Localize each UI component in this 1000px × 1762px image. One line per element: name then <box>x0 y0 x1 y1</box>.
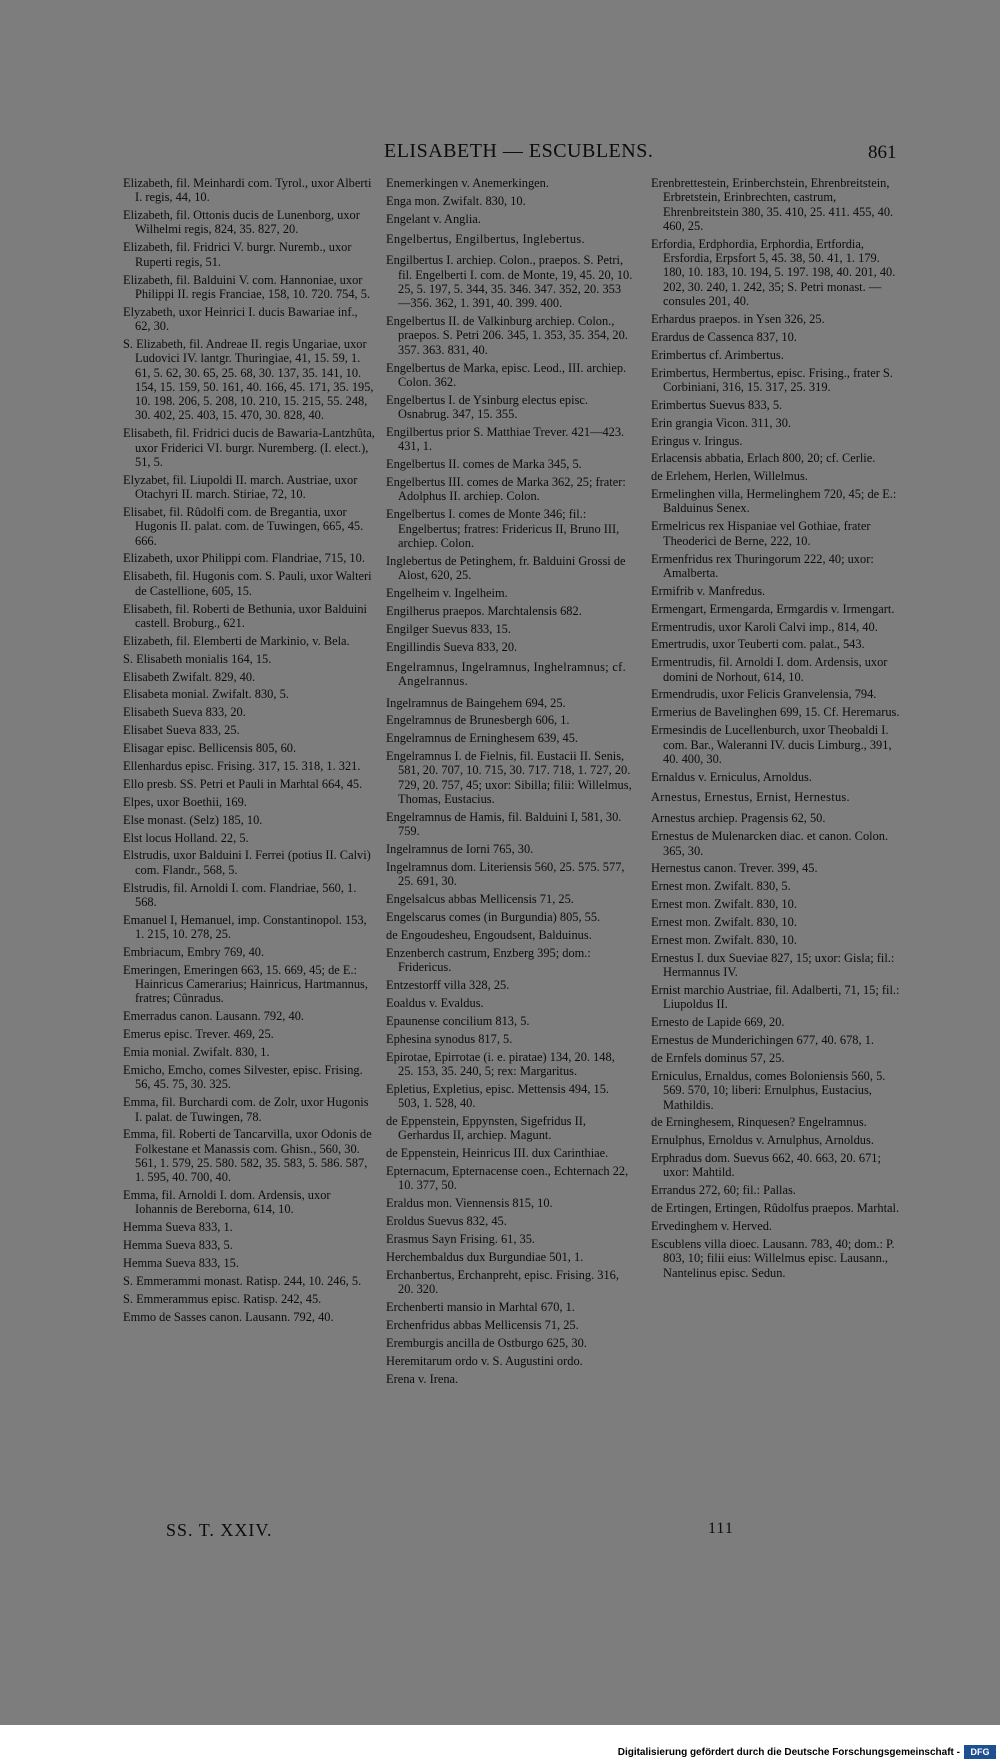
index-entry: Ermentrudis, fil. Arnoldi I. dom. Ardensis, uxor domini de Norhout, 614, 10. <box>651 655 888 684</box>
index-entry: Elst locus Holland. 22, 5. <box>123 830 249 845</box>
index-entry: Eoaldus v. Evaldus. <box>386 995 484 1010</box>
index-entry: Engilbertus prior S. Matthiae Trever. 421—423. 431, 1. <box>386 425 625 454</box>
index-entry: Ernest mon. Zwifalt. 830, 5. <box>651 879 791 894</box>
index-entry: Engelscarus comes (in Burgundia) 805, 55. <box>386 910 601 925</box>
index-entry: Erchenfridus abbas Mellicensis 71, 25. <box>386 1317 579 1332</box>
index-entry: Elisabeth, fil. Roberti de Bethunia, uxor Balduini castell. Broburg., 621. <box>123 601 367 630</box>
index-entry: S. Elizabeth, fil. Andreae II. regis Ungariae, uxor Ludovici IV. lantgr. Thuringiae, 41, 15. 59, 1. 61, 5. 62, 30. 65, 25. 68, 30. 137, 35. 141, 10. 154, 15. 159, 50. 161, 40. 166, 45. 171, 35. 195, 10. 198. 206, 5. 208, 10. 210, 15. 215, 55. 248, 30. 402, 25. 403, 15. 470, 30. 828, 40. <box>123 336 374 423</box>
index-entry: Erimbertus Suevus 833, 5. <box>651 397 783 412</box>
index-entry: Emerus episc. Trever. 469, 25. <box>123 1027 274 1042</box>
index-entry: Eringus v. Iringus. <box>651 433 743 448</box>
index-entry: Engelbertus III. comes de Marka 362, 25; frater: Adolphus II. archiep. Colon. <box>386 475 626 504</box>
index-entry: Engilherus praepos. Marchtalensis 682. <box>386 603 582 618</box>
index-entry: Elisabet Sueva 833, 25. <box>123 723 240 738</box>
index-entry: Elpes, uxor Boethii, 169. <box>123 794 247 809</box>
index-entry: Inglebertus de Petinghem, fr. Balduini Grossi de Alost, 620, 25. <box>386 553 626 583</box>
index-entry: de Eppenstein, Eppynsten, Sigefridus II, Gerhardus II, archiep. Magunt. <box>386 1114 586 1143</box>
index-entry: de Erlehem, Herlen, Willelmus. <box>651 469 808 484</box>
index-entry: Elisabeta monial. Zwifalt. 830, 5. <box>123 687 289 702</box>
index-entry: Enzenberch castrum, Enzberg 395; dom.: Fridericus. <box>386 945 591 975</box>
index-entry: Embriacum, Embry 769, 40. <box>123 944 265 959</box>
index-entry: Engelramnus I. de Fielnis, fil. Eustacii II. Senis, 581, 20. 707, 10. 715, 30. 717. 718, 1. 727, 20. 729, 20. 757, 45; uxor: Sibilla; filii: Willelmus, Thomas, Eustacius. <box>386 749 632 807</box>
index-entry: Emma, fil. Burchardi com. de Zolr, uxor Hugonis I. palat. de Tuwingen, 78. <box>123 1095 369 1124</box>
index-entry: Engelbertus I. comes de Monte 346; fil.: Engelbertus; fratres: Fridericus II, Bruno III, archiep. Colon. <box>386 507 620 550</box>
index-entry: Ernestus de Munderichingen 677, 40. 678, 1. <box>651 1033 874 1048</box>
index-entry: Elisabeth Zwifalt. 829, 40. <box>123 669 256 684</box>
index-entry: Ingelramnus dom. Literiensis 560, 25. 575. 577, 25. 691, 30. <box>386 860 625 889</box>
index-entry: Emertrudis, uxor Teuberti com. palat., 543. <box>651 637 865 652</box>
page-number: 861 <box>868 142 897 163</box>
index-entry: Erimbertus, Hermbertus, episc. Frising., frater S. Corbiniani, 316, 15. 317, 25. 319. <box>651 365 893 394</box>
index-entry: Hemma Sueva 833, 1. <box>123 1220 233 1235</box>
index-entry: Elisabeth, fil. Hugonis com. S. Pauli, uxor Walteri de Castellione, 605, 15. <box>123 569 372 598</box>
index-entry: Engelbertus, Engilbertus, Inglebertus. <box>386 232 585 247</box>
index-entry: Ingelramnus de Iorni 765, 30. <box>386 842 534 857</box>
index-entry: Erchanbertus, Erchanpreht, episc. Frising. 316, 20. 320. <box>386 1267 619 1297</box>
index-column-1 <box>123 176 375 1328</box>
index-entry: de Ertingen, Ertingen, Rûdolfus praepos. Marhtal. <box>651 1201 900 1216</box>
index-entry: Elyzabet, fil. Liupoldi II. march. Austriae, uxor Otachyri II. march. Stiriae, 72, 10. <box>123 472 358 502</box>
index-entry: Elizabeth, uxor Philippi com. Flandriae, 715, 10. <box>123 551 365 566</box>
index-entry: S. Emmerammi monast. Ratisp. 244, 10. 246, 5. <box>123 1274 362 1289</box>
header-title: ELISABETH — ESCUBLENS. <box>384 140 654 162</box>
index-entry: Engelheim v. Ingelheim. <box>386 585 508 600</box>
signature-mark: 111 <box>708 1520 734 1537</box>
index-entry: Engillindis Sueva 833, 20. <box>386 639 518 654</box>
index-entry: Epirotae, Epirrotae (i. e. piratae) 134, 20. 148, 25. 153, 35. 240, 5; rex: Margaritus. <box>386 1049 615 1078</box>
index-entry: Engelramnus de Brunesbergh 606, 1. <box>386 713 570 728</box>
index-entry: Erphradus dom. Suevus 662, 40. 663, 20. 671; uxor: Mahtild. <box>651 1151 881 1180</box>
index-entry: Elstrudis, fil. Arnoldi I. com. Flandriae, 560, 1. 568. <box>123 880 357 909</box>
index-entry: Ernulphus, Ernoldus v. Arnulphus, Arnoldus. <box>651 1133 874 1148</box>
index-entry: Emia monial. Zwifalt. 830, 1. <box>123 1045 270 1060</box>
index-entry: Emmo de Sasses canon. Lausann. 792, 40. <box>123 1309 334 1324</box>
index-entry: de Eppenstein, Heinricus III. dux Carinthiae. <box>386 1146 609 1161</box>
index-entry: Hemma Sueva 833, 5. <box>123 1238 233 1253</box>
index-entry: Elstrudis, uxor Balduini I. Ferrei (potius II. Calvi) com. Flandr., 568, 5. <box>123 848 371 877</box>
index-entry: Hemma Sueva 833, 15. <box>123 1256 239 1271</box>
index-entry: Enga mon. Zwifalt. 830, 10. <box>386 193 526 208</box>
index-entry: Ermifrib v. Manfredus. <box>651 583 766 598</box>
running-header <box>0 140 1000 164</box>
index-entry: Ernaldus v. Erniculus, Arnoldus. <box>651 769 812 784</box>
index-entry: Erardus de Cassenca 837, 10. <box>651 329 797 344</box>
index-entry: Eremburgis ancilla de Ostburgo 625, 30. <box>386 1335 587 1350</box>
index-entry: Arnestus, Ernestus, Ernist, Hernestus. <box>651 790 850 805</box>
index-entry: Elisabeth, fil. Fridrici ducis de Bawaria-Lantzhûta, uxor Friderici VI. burgr. Nuremberg. (I. elect.), 51, 5. <box>123 426 375 469</box>
index-entry: Ermelricus rex Hispaniae vel Gothiae, frater Theoderici de Berne, 222, 10. <box>651 519 871 548</box>
index-entry: de Erninghesem, Rinquesen? Engelramnus. <box>651 1115 867 1130</box>
index-entry: Engelramnus, Ingelramnus, Inghelramnus; cf. Angelrannus. <box>386 659 626 689</box>
index-entry: Else monast. (Selz) 185, 10. <box>123 812 263 827</box>
index-entry: Erfordia, Erdphordia, Erphordia, Ertfordia, Ersfordia, Erpsfort 5, 45. 38, 50. 41, 1. 179. 180, 10. 183, 10. 194, 5. 197. 198, 40. 201, 40. 202, 30. 240, 1. 242, 35; S. Petri monast. — consules 201, 40. <box>651 236 896 308</box>
index-entry: Engelramnus de Hamis, fil. Balduini I, 581, 30. 759. <box>386 809 622 839</box>
index-entry: Engelbertus de Marka, episc. Leod., III. archiep. Colon. 362. <box>386 360 627 389</box>
index-entry: Enemerkingen v. Anemerkingen. <box>386 176 549 190</box>
index-entry: Erasmus Sayn Frising. 61, 35. <box>386 1232 536 1247</box>
index-column-2 <box>386 176 633 1390</box>
index-entry: Epaunense concilium 813, 5. <box>386 1013 530 1028</box>
index-entry: Erniculus, Ernaldus, comes Boloniensis 560, 5. 569. 570, 10; liberi: Ernulphus, Eustacius, Mathildis. <box>651 1068 886 1112</box>
index-entry: Elyzabeth, uxor Heinrici I. ducis Bawariae inf., 62, 30. <box>123 304 358 334</box>
index-entry: Erchenberti mansio in Marhtal 670, 1. <box>386 1300 575 1315</box>
index-entry: Erin grangia Vicon. 311, 30. <box>651 415 791 430</box>
index-entry: Ernest mon. Zwifalt. 830, 10. <box>651 915 797 930</box>
index-entry: Eroldus Suevus 832, 45. <box>386 1214 507 1229</box>
index-entry: Ermesindis de Lucellenburch, uxor Theobaldi I. com. Bar., Waleranni IV. ducis Limburg., 391, 40. 400, 30. <box>651 723 892 766</box>
index-entry: Erimbertus cf. Arimbertus. <box>651 347 784 362</box>
index-entry: Elisabet, fil. Rûdolfi com. de Bregantia, uxor Hugonis II. palat. com. de Tuwingen, 665, 45. 666. <box>123 504 364 548</box>
index-entry: de Engoudesheu, Engoudsent, Balduinus. <box>386 928 592 943</box>
index-entry: Erena v. Irena. <box>386 1371 459 1386</box>
index-entry: Ephesina synodus 817, 5. <box>386 1031 513 1046</box>
funding-text: Digitalisierung gefördert durch die Deutsche Forschungsgemeinschaft - <box>617 1747 960 1758</box>
index-entry: Emma, fil. Roberti de Tancarvilla, uxor Odonis de Folkestane et Manassis com. Ghisn., 560, 30. 561, 1. 579, 25. 580. 582, 35. 583, 5. 586. 587, 1. 595, 40. 700, 40. <box>123 1127 372 1185</box>
index-entry: Ernestus de Mulenarcken diac. et canon. Colon. 365, 30. <box>651 829 889 858</box>
index-entry: de Ernfels dominus 57, 25. <box>651 1051 785 1066</box>
index-entry: Emma, fil. Arnoldi I. dom. Ardensis, uxor Iohannis de Bereborna, 614, 10. <box>123 1188 331 1217</box>
index-entry: Engilger Suevus 833, 15. <box>386 621 511 636</box>
index-entry: Ermelinghen villa, Hermelinghem 720, 45; de E.: Balduinus Senex. <box>651 487 897 516</box>
funding-bar <box>0 1725 1000 1762</box>
index-entry: Ervedinghem v. Herved. <box>651 1219 772 1234</box>
index-entry: Engelsalcus abbas Mellicensis 71, 25. <box>386 892 574 907</box>
index-entry: S. Elisabeth monialis 164, 15. <box>123 651 272 666</box>
index-entry: Engelbertus I. de Ysinburg electus episc. Osnabrug. 347, 15. 355. <box>386 392 588 422</box>
index-entry: Arnestus archiep. Pragensis 62, 50. <box>651 811 826 826</box>
index-entry: S. Emmerammus episc. Ratisp. 242, 45. <box>123 1291 322 1306</box>
index-entry: Ermenfridus rex Thuringorum 222, 40; uxor: Amalberta. <box>651 551 874 580</box>
index-entry: Emanuel I, Hemanuel, imp. Constantinopol. 153, 1. 215, 10. 278, 25. <box>123 912 367 942</box>
index-entry: Ellenhardus episc. Frising. 317, 15. 318, 1. 321. <box>123 758 361 773</box>
index-entry: Entzestorff villa 328, 25. <box>386 978 510 993</box>
index-entry: Elizabeth, fil. Fridrici V. burgr. Nuremb., uxor Ruperti regis, 51. <box>123 240 352 269</box>
index-entry: Ermengart, Ermengarda, Ermgardis v. Irmengart. <box>651 601 895 616</box>
index-entry: Ermendrudis, uxor Felicis Granvelensia, 794. <box>651 687 877 702</box>
index-entry: Epternacum, Epternacense coen., Echternach 22, 10. 377, 50. <box>386 1164 629 1193</box>
index-entry: Epletius, Expletius, episc. Mettensis 494, 15. 503, 1. 528, 40. <box>386 1081 610 1111</box>
index-entry: Eraldus mon. Viennensis 815, 10. <box>386 1196 553 1211</box>
index-entry: Elizabeth, fil. Meinhardi com. Tyrol., uxor Alberti I. regis, 44, 10. <box>123 176 372 205</box>
index-entry: Emerradus canon. Lausann. 792, 40. <box>123 1009 304 1024</box>
index-entry: Ernist marchio Austriae, fil. Adalberti, 71, 15; fil.: Liupoldus II. <box>651 983 900 1012</box>
index-entry: Ingelramnus de Baingehem 694, 25. <box>386 695 566 710</box>
index-entry: Ermentrudis, uxor Karoli Calvi imp., 814, 40. <box>651 619 878 634</box>
index-entry: Elisagar episc. Bellicensis 805, 60. <box>123 741 297 756</box>
index-entry: Heremitarum ordo v. S. Augustini ordo. <box>386 1353 583 1368</box>
index-entry: Erlacensis abbatia, Erlach 800, 20; cf. Cerlie. <box>651 451 876 466</box>
index-entry: Ernest mon. Zwifalt. 830, 10. <box>651 897 797 912</box>
index-entry: Erhardus praepos. in Ysen 326, 25. <box>651 311 825 326</box>
index-entry: Emicho, Emcho, comes Silvester, episc. Frising. 56, 45. 75, 30. 325. <box>123 1063 363 1092</box>
index-entry: Herchembaldus dux Burgundiae 501, 1. <box>386 1249 584 1264</box>
index-entry: Ernestus I. dux Sueviae 827, 15; uxor: Gisla; fil.: Hermannus IV. <box>651 950 895 980</box>
index-entry: Elizabeth, fil. Ottonis ducis de Lunenborg, uxor Wilhelmi regis, 824, 35. 827, 20. <box>123 208 360 237</box>
index-entry: Elizabeth, fil. Elemberti de Markinio, v. Bela. <box>123 633 350 648</box>
index-entry: Ernesto de Lapide 669, 20. <box>651 1015 785 1030</box>
index-entry: Ernest mon. Zwifalt. 830, 10. <box>651 932 797 947</box>
index-entry: Errandus 272, 60; fil.: Pallas. <box>651 1183 796 1198</box>
index-entry: Hernestus canon. Trever. 399, 45. <box>651 861 818 876</box>
index-entry: Elizabeth, fil. Balduini V. com. Hannoniae, uxor Philippi II. regis Franciae, 158, 10. 720. 754, 5. <box>123 272 371 301</box>
index-entry: Engelant v. Anglia. <box>386 211 481 226</box>
volume-footer: SS. T. XXIV. <box>166 1520 273 1540</box>
index-entry: Engilbertus I. archiep. Colon., praepos. S. Petri, fil. Engelberti I. com. de Monte, 19, 45. 20, 10. 25, 5. 197, 5. 344, 35. 346. 347. 352, 20. 353—356. 362, 1. 391, 40. 399. 400. <box>386 253 633 311</box>
index-entry: Engelbertus II. de Valkinburg archiep. Colon., praepos. S. Petri 206. 345, 1. 353, 35. 354, 20. 357. 363. 831, 40. <box>386 314 628 357</box>
index-column-3 <box>651 176 903 1284</box>
index-entry: Erenbrettestein, Erinberchstein, Ehrenbreitstein, Erbretstein, Erinbrechten, castrum, Ehrenbreitstein 380, 35. 410, 25. 411. 455, 40. 460, 25. <box>651 176 894 233</box>
index-entry: Ermerius de Bavelinghen 699, 15. Cf. Heremarus. <box>651 705 900 720</box>
index-entry: Elisabeth Sueva 833, 20. <box>123 705 246 720</box>
index-entry: Engelramnus de Erninghesem 639, 45. <box>386 731 579 746</box>
dfg-logo-icon: DFG <box>964 1745 996 1759</box>
index-entry: Ello presb. SS. Petri et Pauli in Marhtal 664, 45. <box>123 776 363 791</box>
index-entry: Engelbertus II. comes de Marka 345, 5. <box>386 457 582 472</box>
index-entry: Escublens villa dioec. Lausann. 783, 40; dom.: P. 803, 10; filii eius: Willelmus episc. Lausann., Nantelinus episc. Sedun. <box>651 1237 895 1280</box>
index-entry: Emeringen, Emeringen 663, 15. 669, 45; de E.: Hainricus Camerarius; Hainricus, Hartmannus, fratres; Cûnradus. <box>123 962 368 1006</box>
